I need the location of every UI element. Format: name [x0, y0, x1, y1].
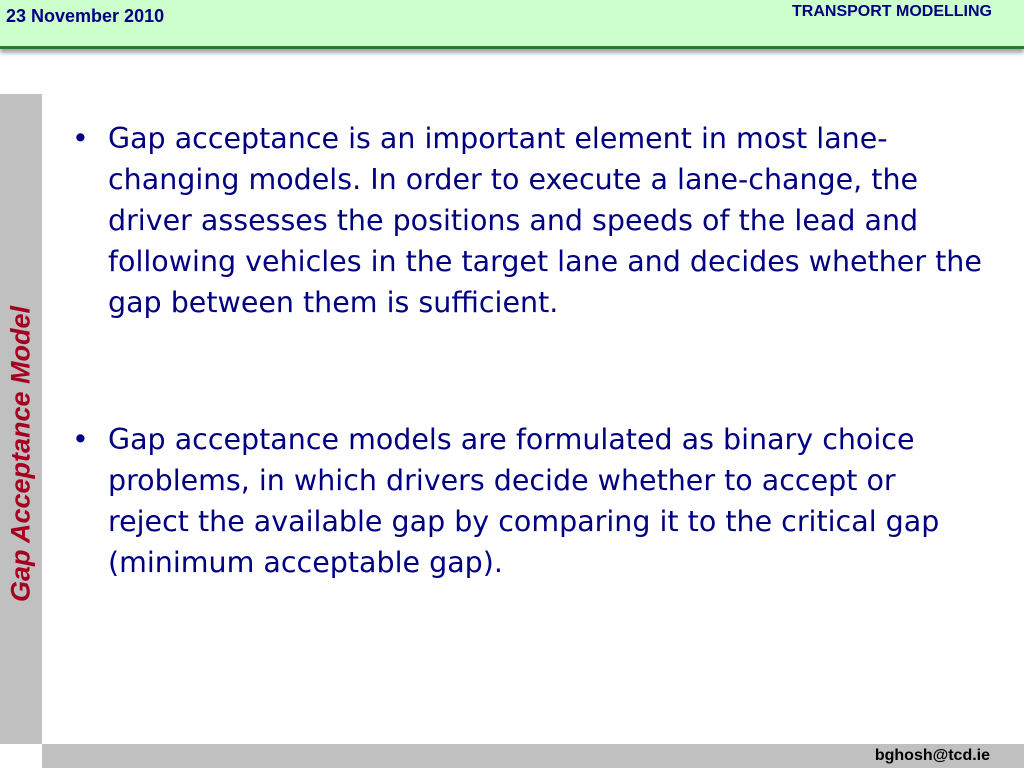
course-title: TRANSPORT MODELLING	[792, 3, 992, 20]
side-title-container	[0, 94, 42, 744]
header-bar	[0, 0, 1024, 49]
footer-bar	[42, 744, 1024, 768]
bullet-text: Gap acceptance models are formulated as binary choice problems, in which drivers decide whether to accept or reject the available gap by comparing it to the critical gap (minimum acceptable gap).	[108, 423, 940, 579]
bullet-item	[72, 419, 984, 583]
bullet-item	[72, 118, 984, 323]
side-title: Gap Acceptance Model	[5, 305, 36, 603]
bullet-marker: •	[72, 423, 89, 456]
footer-email: bghosh@tcd.ie	[874, 747, 990, 764]
bullet-text: Gap acceptance is an important element in most lane-changing models. In order to execute a lane-change, the driver assesses the positions and speeds of the lead and following vehicles in the target lane and decides whether the gap between them is sufficient.	[108, 122, 982, 319]
bullet-marker: •	[72, 122, 89, 155]
slide-content	[72, 118, 984, 583]
header-date: 23 November 2010	[6, 6, 165, 26]
